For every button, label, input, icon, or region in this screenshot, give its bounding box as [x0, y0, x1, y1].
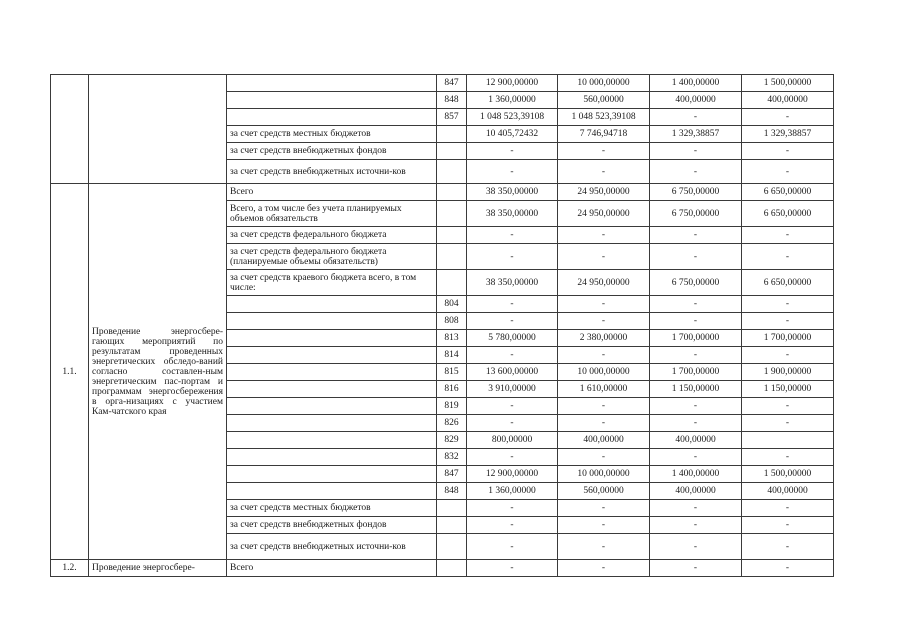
budget-code-cell: 847 [437, 75, 467, 92]
budget-code-cell [437, 160, 467, 184]
funding-source-cell [227, 466, 437, 483]
amount-cell-4: 6 650,00000 [742, 270, 834, 296]
amount-cell-1: 38 350,00000 [467, 201, 558, 227]
funding-source-cell [227, 432, 437, 449]
amount-cell-1: 800,00000 [467, 432, 558, 449]
budget-code-cell: 808 [437, 313, 467, 330]
amount-cell-4 [742, 432, 834, 449]
amount-cell-4: 400,00000 [742, 92, 834, 109]
budget-code-cell [437, 126, 467, 143]
funding-source-cell: за счет средств местных бюджетов [227, 126, 437, 143]
amount-cell-2: - [558, 143, 650, 160]
amount-cell-4: - [742, 347, 834, 364]
amount-cell-3: - [650, 296, 742, 313]
budget-code-cell [437, 534, 467, 560]
amount-cell-2: 7 746,94718 [558, 126, 650, 143]
budget-code-cell [437, 500, 467, 517]
funding-source-cell: за счет средств внебюджетных фондов [227, 517, 437, 534]
funding-source-cell: за счет средств местных бюджетов [227, 500, 437, 517]
funding-source-cell [227, 296, 437, 313]
item-name-cell [89, 75, 227, 184]
amount-cell-1: 3 910,00000 [467, 381, 558, 398]
amount-cell-4: - [742, 449, 834, 466]
budget-code-cell: 848 [437, 92, 467, 109]
funding-source-cell [227, 347, 437, 364]
funding-source-cell [227, 449, 437, 466]
budget-code-cell [437, 517, 467, 534]
funding-source-cell [227, 92, 437, 109]
amount-cell-2: 24 950,00000 [558, 184, 650, 201]
amount-cell-3: 6 750,00000 [650, 184, 742, 201]
item-name-cell: Проведение энергосбере-гающих мероприятий по результатам проведенных энергетических обследо-ваний согласно составлен-ным энергетическим пас-портам и программам энергосбережения в орга-низациях с участием Кам-чатского края [89, 184, 227, 560]
table-row [51, 75, 834, 92]
amount-cell-3: - [650, 313, 742, 330]
amount-cell-1: 12 900,00000 [467, 75, 558, 92]
amount-cell-1: 1 360,00000 [467, 483, 558, 500]
amount-cell-1: - [467, 500, 558, 517]
budget-code-cell: 815 [437, 364, 467, 381]
amount-cell-2: 10 000,00000 [558, 466, 650, 483]
amount-cell-1: - [467, 398, 558, 415]
amount-cell-3: - [650, 160, 742, 184]
amount-cell-1: 5 780,00000 [467, 330, 558, 347]
amount-cell-4: 400,00000 [742, 483, 834, 500]
amount-cell-4: 1 900,00000 [742, 364, 834, 381]
amount-cell-1: - [467, 534, 558, 560]
amount-cell-3: 1 400,00000 [650, 75, 742, 92]
amount-cell-3: - [650, 227, 742, 244]
amount-cell-2: - [558, 347, 650, 364]
amount-cell-2: - [558, 415, 650, 432]
amount-cell-1: 38 350,00000 [467, 270, 558, 296]
budget-code-cell: 848 [437, 483, 467, 500]
funding-source-cell: за счет средств краевого бюджета всего, в том числе: [227, 270, 437, 296]
item-number-cell [51, 75, 89, 184]
budget-code-cell: 813 [437, 330, 467, 347]
amount-cell-2: 2 380,00000 [558, 330, 650, 347]
amount-cell-1: - [467, 415, 558, 432]
amount-cell-3: - [650, 534, 742, 560]
budget-code-cell: 826 [437, 415, 467, 432]
amount-cell-3: - [650, 143, 742, 160]
funding-source-cell: Всего, а том числе без учета планируемых объемов обязательств [227, 201, 437, 227]
budget-code-cell [437, 244, 467, 270]
amount-cell-4: 1 329,38857 [742, 126, 834, 143]
amount-cell-1: 13 600,00000 [467, 364, 558, 381]
amount-cell-3: 1 700,00000 [650, 330, 742, 347]
amount-cell-2: 1 048 523,39108 [558, 109, 650, 126]
item-number-cell: 1.2. [51, 560, 89, 577]
amount-cell-2: - [558, 296, 650, 313]
funding-source-cell: за счет средств внебюджетных фондов [227, 143, 437, 160]
amount-cell-4: - [742, 534, 834, 560]
amount-cell-3: - [650, 560, 742, 577]
amount-cell-3: 1 329,38857 [650, 126, 742, 143]
funding-source-cell [227, 415, 437, 432]
amount-cell-4: - [742, 398, 834, 415]
table-body [51, 75, 834, 577]
amount-cell-3: 6 750,00000 [650, 201, 742, 227]
budget-code-cell: 816 [437, 381, 467, 398]
amount-cell-1: - [467, 227, 558, 244]
table-row [51, 560, 834, 577]
amount-cell-2: 24 950,00000 [558, 270, 650, 296]
amount-cell-2: 1 610,00000 [558, 381, 650, 398]
amount-cell-1: - [467, 347, 558, 364]
amount-cell-1: - [467, 244, 558, 270]
funding-source-cell [227, 398, 437, 415]
budget-code-cell [437, 227, 467, 244]
item-name-cell: Проведение энергосбере- [89, 560, 227, 577]
budget-code-cell [437, 270, 467, 296]
amount-cell-1: 1 048 523,39108 [467, 109, 558, 126]
amount-cell-4: - [742, 500, 834, 517]
budget-code-cell [437, 143, 467, 160]
amount-cell-3: - [650, 347, 742, 364]
funding-source-cell: Всего [227, 560, 437, 577]
funding-source-cell [227, 109, 437, 126]
amount-cell-4: - [742, 244, 834, 270]
budget-code-cell: 829 [437, 432, 467, 449]
amount-cell-2: - [558, 227, 650, 244]
amount-cell-3: - [650, 398, 742, 415]
amount-cell-3: - [650, 500, 742, 517]
amount-cell-2: - [558, 449, 650, 466]
funding-source-cell [227, 313, 437, 330]
amount-cell-2: 24 950,00000 [558, 201, 650, 227]
funding-source-cell [227, 381, 437, 398]
amount-cell-4: 6 650,00000 [742, 201, 834, 227]
amount-cell-4: - [742, 160, 834, 184]
table-row [51, 184, 834, 201]
amount-cell-2: - [558, 244, 650, 270]
amount-cell-1: - [467, 560, 558, 577]
amount-cell-3: 400,00000 [650, 92, 742, 109]
funding-source-cell: за счет средств федерального бюджета (планируемые объемы обязательств) [227, 244, 437, 270]
amount-cell-1: 12 900,00000 [467, 466, 558, 483]
budget-code-cell: 819 [437, 398, 467, 415]
funding-source-cell [227, 330, 437, 347]
funding-source-cell: Всего [227, 184, 437, 201]
amount-cell-3: 6 750,00000 [650, 270, 742, 296]
budget-code-cell: 847 [437, 466, 467, 483]
amount-cell-1: - [467, 313, 558, 330]
amount-cell-2: 10 000,00000 [558, 364, 650, 381]
amount-cell-2: - [558, 534, 650, 560]
amount-cell-1: - [467, 160, 558, 184]
amount-cell-1: - [467, 143, 558, 160]
budget-code-cell [437, 201, 467, 227]
budget-code-cell: 814 [437, 347, 467, 364]
budget-code-cell: 857 [437, 109, 467, 126]
amount-cell-3: - [650, 244, 742, 270]
amount-cell-2: 400,00000 [558, 432, 650, 449]
amount-cell-3: - [650, 109, 742, 126]
amount-cell-2: - [558, 560, 650, 577]
funding-source-cell: за счет средств федерального бюджета [227, 227, 437, 244]
budget-code-cell: 804 [437, 296, 467, 313]
amount-cell-1: - [467, 517, 558, 534]
amount-cell-2: - [558, 500, 650, 517]
amount-cell-3: 400,00000 [650, 483, 742, 500]
item-number-cell: 1.1. [51, 184, 89, 560]
budget-table [50, 74, 834, 577]
budget-code-cell [437, 560, 467, 577]
amount-cell-1: - [467, 296, 558, 313]
amount-cell-3: - [650, 449, 742, 466]
funding-source-cell [227, 75, 437, 92]
amount-cell-4: 1 500,00000 [742, 75, 834, 92]
amount-cell-1: 1 360,00000 [467, 92, 558, 109]
amount-cell-2: - [558, 517, 650, 534]
budget-code-cell: 832 [437, 449, 467, 466]
amount-cell-4: - [742, 560, 834, 577]
amount-cell-4: - [742, 517, 834, 534]
amount-cell-2: 10 000,00000 [558, 75, 650, 92]
funding-source-cell: за счет средств внебюджетных источни-ков [227, 534, 437, 560]
amount-cell-2: 560,00000 [558, 483, 650, 500]
amount-cell-4: - [742, 313, 834, 330]
amount-cell-1: - [467, 449, 558, 466]
funding-source-cell: за счет средств внебюджетных источни-ков [227, 160, 437, 184]
amount-cell-4: 6 650,00000 [742, 184, 834, 201]
amount-cell-2: - [558, 313, 650, 330]
amount-cell-4: 1 500,00000 [742, 466, 834, 483]
amount-cell-1: 38 350,00000 [467, 184, 558, 201]
amount-cell-3: - [650, 415, 742, 432]
amount-cell-3: - [650, 517, 742, 534]
amount-cell-1: 10 405,72432 [467, 126, 558, 143]
amount-cell-3: 400,00000 [650, 432, 742, 449]
amount-cell-4: - [742, 227, 834, 244]
amount-cell-3: 1 400,00000 [650, 466, 742, 483]
amount-cell-2: - [558, 160, 650, 184]
funding-source-cell [227, 364, 437, 381]
amount-cell-2: 560,00000 [558, 92, 650, 109]
amount-cell-4: - [742, 296, 834, 313]
amount-cell-2: - [558, 398, 650, 415]
budget-code-cell [437, 184, 467, 201]
funding-source-cell [227, 483, 437, 500]
amount-cell-4: 1 700,00000 [742, 330, 834, 347]
amount-cell-4: - [742, 143, 834, 160]
amount-cell-3: 1 700,00000 [650, 364, 742, 381]
amount-cell-3: 1 150,00000 [650, 381, 742, 398]
amount-cell-4: - [742, 109, 834, 126]
amount-cell-4: 1 150,00000 [742, 381, 834, 398]
amount-cell-4: - [742, 415, 834, 432]
